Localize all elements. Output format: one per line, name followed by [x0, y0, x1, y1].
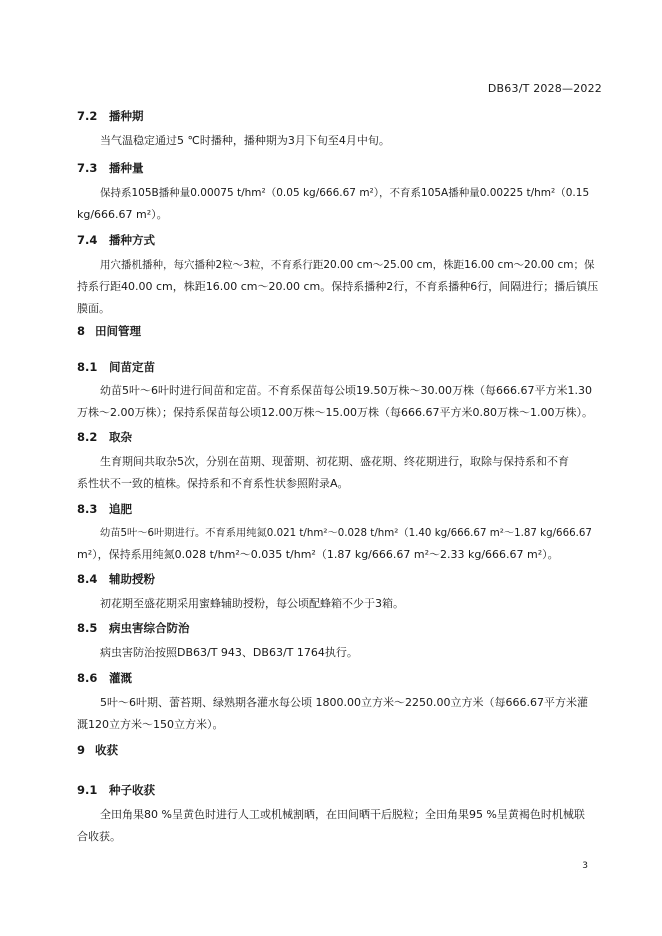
section-number: 7.3: [77, 161, 98, 175]
heading-8-4: [77, 571, 155, 587]
section-number: 7.2: [77, 109, 98, 123]
chapter-number: 9: [77, 743, 86, 757]
section-title: 播种量: [109, 161, 144, 175]
section-number: 8.2: [77, 430, 98, 444]
chapter-title: 收获: [95, 743, 118, 757]
text-line: 幼苗5叶～6叶期进行。不育系用纯氮0.021 t/hm²～0.028 t/hm²（1.40 kg/666.67 m²～1.87 kg/666.67: [100, 527, 592, 539]
heading-8-5: [77, 620, 190, 636]
text-line: 当气温稳定通过5 ℃时播种，播种期为3月下旬至4月中旬。: [100, 134, 390, 147]
text-line: 用穴播机播种，每穴播种2粒～3粒，不育系行距20.00 cm～25.00 cm，株距16.00 cm～20.00 cm；保: [100, 259, 595, 271]
section-title: 追肥: [109, 502, 132, 516]
text-line: 生育期间共取杂5次，分别在苗期、现蕾期、初花期、盛花期、终花期进行，取除与保持系和不育: [100, 455, 569, 468]
page-number: 3: [582, 861, 588, 871]
text-line: 保持系105B播种量0.00075 t/hm²（0.05 kg/666.67 m²），不育系105A播种量0.00225 t/hm²（0.15: [100, 187, 590, 199]
section-title: 种子收获: [109, 783, 155, 797]
text-line: 全田角果80 %呈黄色时进行人工或机械割晒，在田间晒干后脱粒；全田角果95 %呈黄褐色时机械联: [100, 808, 585, 821]
section-title: 播种期: [109, 109, 144, 123]
paragraph-8-5: [77, 642, 599, 664]
section-number: 8.1: [77, 360, 98, 374]
paragraph-8-1: [77, 380, 599, 424]
text-line: 系性状不一致的植株。保持系和不育系性状参照附录A。: [77, 477, 349, 490]
chapter-number: 8: [77, 324, 86, 338]
paragraph-8-2: [77, 451, 599, 495]
section-number: 9.1: [77, 783, 98, 797]
chapter-title: 田间管理: [95, 324, 141, 338]
text-line: 持系行距40.00 cm，株距16.00 cm～20.00 cm。保持系播种2行，不育系播种6行，间隔进行；播后镇压: [77, 280, 599, 293]
heading-9-1: [77, 782, 155, 798]
text-line: 病虫害防治按照DB63/T 943、DB63/T 1764执行。: [100, 646, 358, 659]
paragraph-7-2: [77, 130, 599, 152]
text-line: 初花期至盛花期采用蜜蜂辅助授粉，每公顷配蜂箱不少于3箱。: [100, 597, 404, 610]
paragraph-9-1: [77, 804, 599, 848]
heading-8: [77, 323, 141, 339]
text-line: 合收获。: [77, 830, 121, 843]
paragraph-8-6: [77, 692, 599, 736]
paragraph-7-4: [77, 254, 599, 320]
section-title: 辅助授粉: [109, 572, 155, 586]
section-number: 7.4: [77, 233, 98, 247]
text-line: 万株～2.00万株）；保持系保苗每公顷12.00万株～15.00万株（每666.67平方米0.80万株～1.00万株）。: [77, 406, 593, 419]
section-title: 播种方式: [109, 233, 155, 247]
heading-8-3: [77, 501, 132, 517]
paragraph-7-3: [77, 182, 599, 226]
paragraph-8-4: [77, 593, 599, 615]
text-line: 幼苗5叶～6叶时进行间苗和定苗。不育系保苗每公顷19.50万株～30.00万株（每666.67平方米1.30: [100, 384, 592, 397]
text-line: 膜面。: [77, 302, 110, 315]
heading-7-2: [77, 108, 144, 124]
section-title: 间苗定苗: [109, 360, 155, 374]
heading-8-2: [77, 429, 132, 445]
section-number: 8.4: [77, 572, 98, 586]
heading-7-4: [77, 232, 155, 248]
heading-7-3: [77, 160, 144, 176]
section-title: 取杂: [109, 430, 132, 444]
heading-9: [77, 742, 118, 758]
text-line: 5叶～6叶期、蕾苔期、绿熟期各灌水每公顷 1800.00立方米～2250.00立方米（每666.67平方米灌: [100, 696, 588, 709]
heading-8-6: [77, 670, 132, 686]
section-title: 灌溉: [109, 671, 132, 685]
standard-code: DB63/T 2028—2022: [487, 82, 602, 95]
text-line: m²），保持系用纯氮0.028 t/hm²～0.035 t/hm²（1.87 kg/666.67 m²～2.33 kg/666.67 m²）。: [77, 548, 559, 561]
section-number: 8.5: [77, 621, 98, 635]
section-number: 8.3: [77, 502, 98, 516]
text-line: 溉120立方米～150立方米）。: [77, 718, 224, 731]
section-title: 病虫害综合防治: [109, 621, 190, 635]
paragraph-8-3: [77, 522, 599, 566]
section-number: 8.6: [77, 671, 98, 685]
heading-8-1: [77, 359, 155, 375]
text-line: kg/666.67 m²）。: [77, 208, 168, 221]
